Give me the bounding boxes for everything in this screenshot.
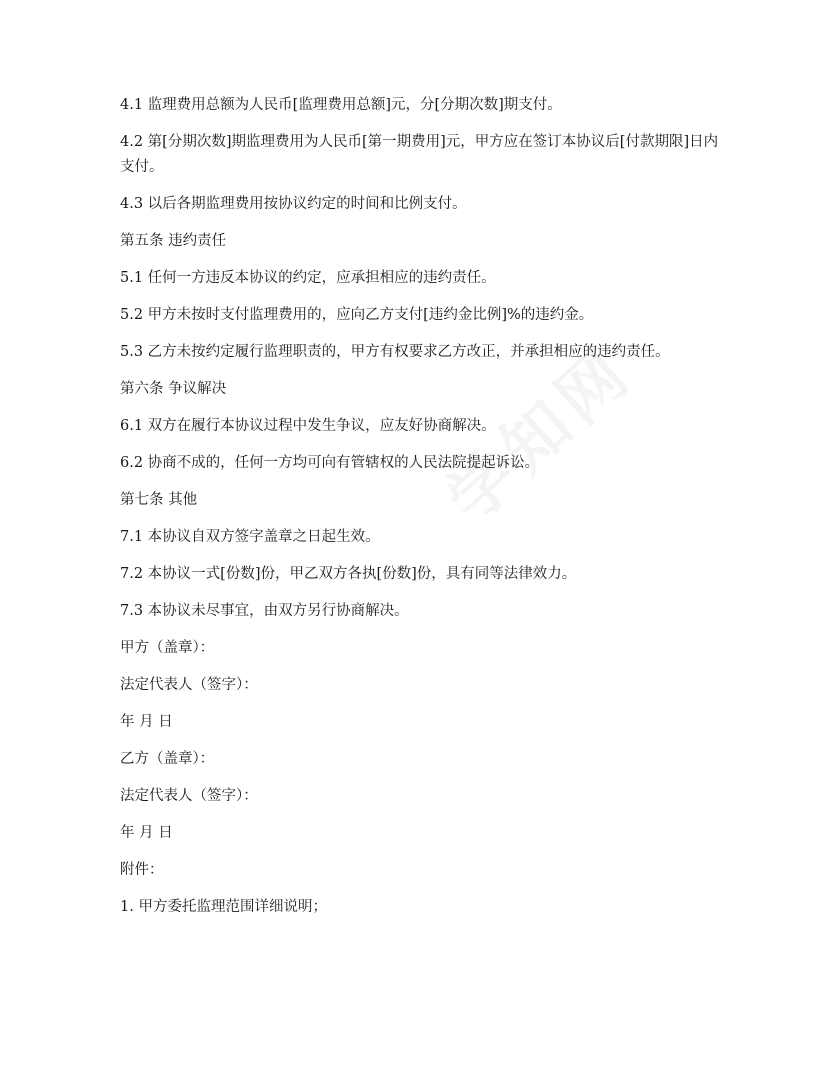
party-b-date: 年 月 日 xyxy=(120,825,173,841)
party-b-representative: 法定代表人（签字）： xyxy=(120,788,258,804)
clause-5-1: 5.1 任何一方违反本协议的约定，应承担相应的违约责任。 xyxy=(120,270,496,286)
clause-4-1: 4.1 监理费用总额为人民币[监理费用总额]元，分[分期次数]期支付。 xyxy=(120,97,562,113)
attachment-item-1: 1. 甲方委托监理范围详细说明； xyxy=(120,899,327,915)
party-b-seal: 乙方（盖章）： xyxy=(120,751,215,767)
document-body xyxy=(120,93,720,932)
clause-5-3: 5.3 乙方未按约定履行监理职责的，甲方有权要求乙方改正，并承担相应的违约责任。 xyxy=(120,344,670,360)
article-5-heading: 第五条 违约责任 xyxy=(120,233,227,249)
party-a-representative: 法定代表人（签字）： xyxy=(120,677,258,693)
clause-4-3: 4.3 以后各期监理费用按协议约定的时间和比例支付。 xyxy=(120,196,467,212)
clause-7-3: 7.3 本协议未尽事宜，由双方另行协商解决。 xyxy=(120,603,409,619)
clause-7-2: 7.2 本协议一式[份数]份，甲乙双方各执[份数]份，具有同等法律效力。 xyxy=(120,566,577,582)
article-6-heading: 第六条 争议解决 xyxy=(120,381,227,397)
clause-7-1: 7.1 本协议自双方签字盖章之日起生效。 xyxy=(120,529,380,545)
party-a-date: 年 月 日 xyxy=(120,714,173,730)
party-a-seal: 甲方（盖章）： xyxy=(120,640,215,656)
clause-6-1: 6.1 双方在履行本协议过程中发生争议，应友好协商解决。 xyxy=(120,418,496,434)
attachments-heading: 附件： xyxy=(120,862,164,878)
article-7-heading: 第七条 其他 xyxy=(120,492,198,508)
clause-4-2: 4.2 第[分期次数]期监理费用为人民币[第一期费用]元，甲方应在签订本协议后[付款期限]日内支付。 xyxy=(120,134,719,175)
clause-6-2: 6.2 协商不成的，任何一方均可向有管辖权的人民法院提起诉讼。 xyxy=(120,455,540,471)
clause-5-2: 5.2 甲方未按时支付监理费用的，应向乙方支付[违约金比例]%的违约金。 xyxy=(120,307,594,323)
